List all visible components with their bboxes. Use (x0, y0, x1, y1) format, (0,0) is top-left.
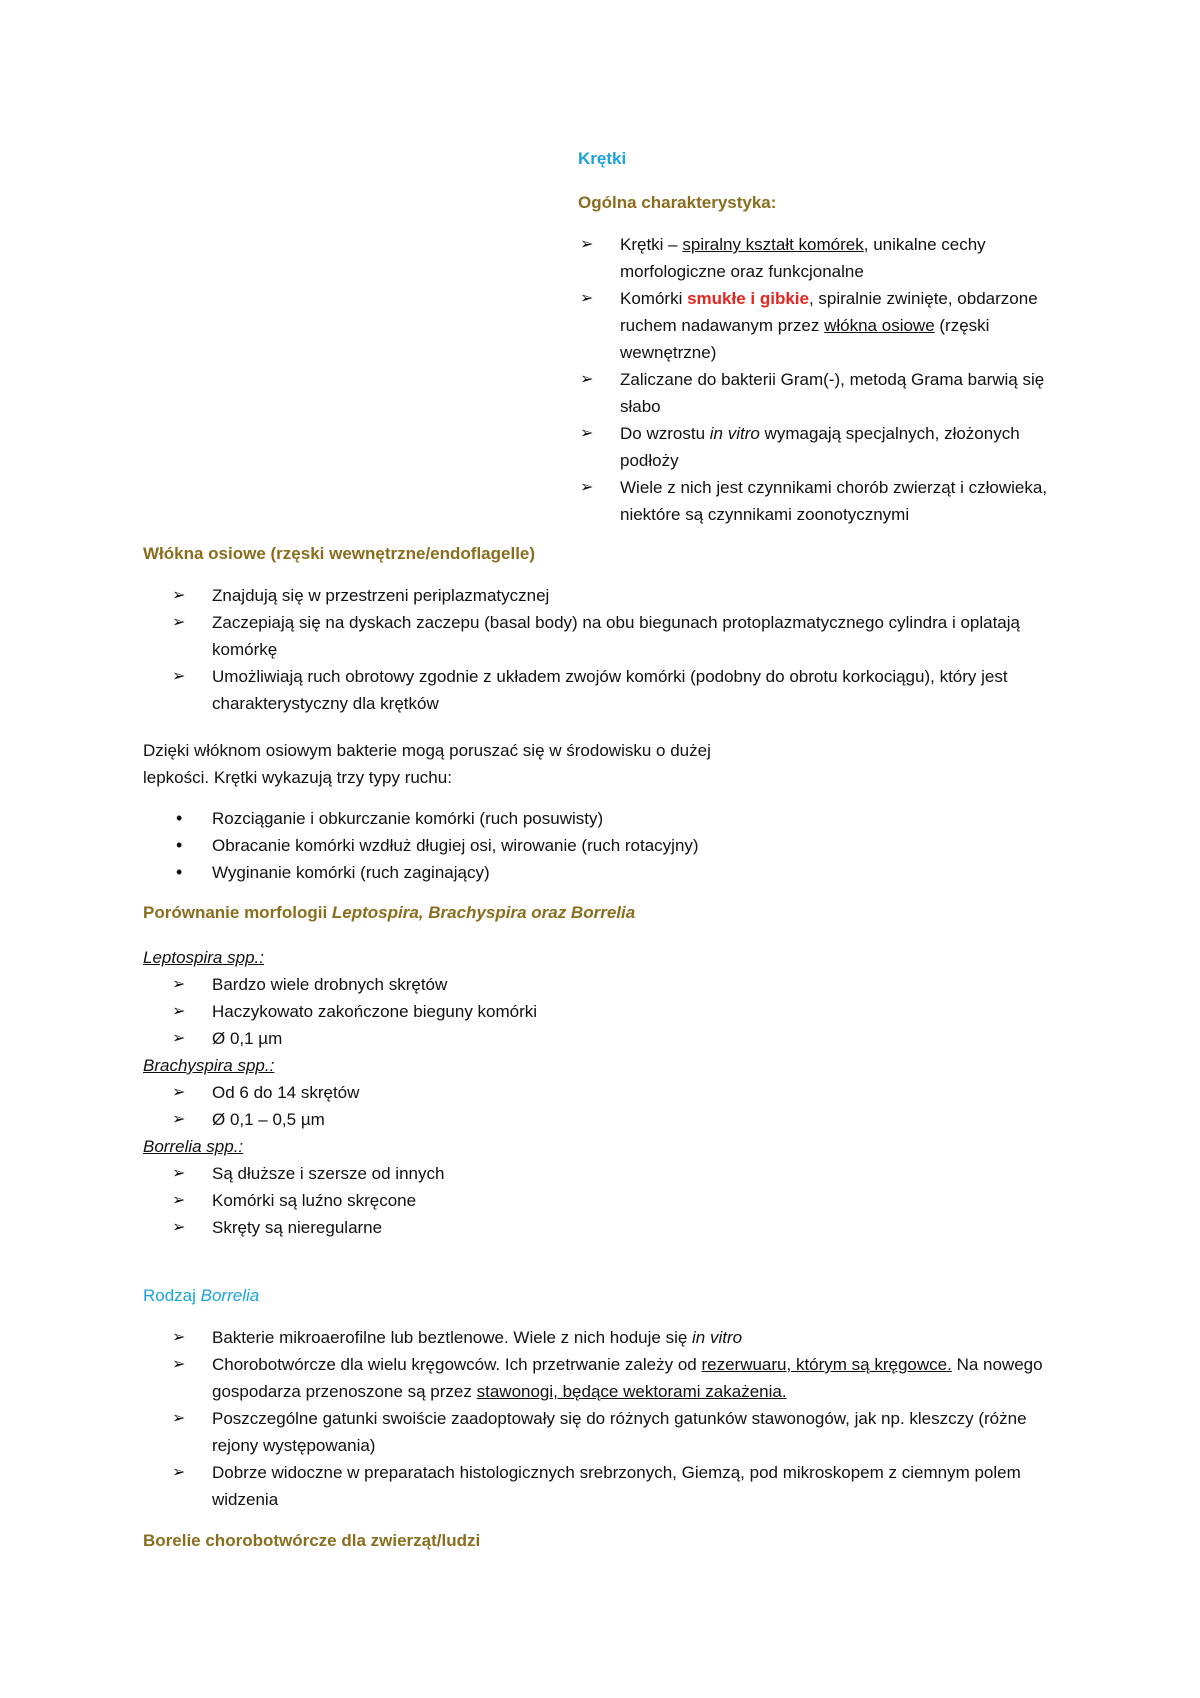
list-item: ➢ Od 6 do 14 skrętów (170, 1079, 870, 1106)
list-item: ➢ Do wzrostu in vitro wymagają specjalnych, złożonych podłoży (578, 420, 1048, 474)
rodzaj-heading: Rodzaj Borrelia (143, 1286, 260, 1305)
list-item: • Obracanie komórki wzdłuż długiej osi, wirowanie (ruch rotacyjny) (170, 832, 1070, 859)
list-item: ➢ Są dłuższe i szersze od innych (170, 1160, 870, 1187)
page-title: Krętki (578, 149, 627, 168)
leptospira-label: Leptospira spp.: (143, 948, 264, 967)
brachyspira-list (170, 1079, 870, 1133)
list-item: ➢ Bardzo wiele drobnych skrętów (170, 971, 870, 998)
motion-list (170, 805, 1070, 886)
leptospira-list (170, 971, 870, 1052)
borrelia-label: Borrelia spp.: (143, 1137, 244, 1156)
motion-paragraph: Dzięki włóknom osiowym bakterie mogą poruszać się w środowisku o dużej lepkości. Krętki wykazują trzy typy ruchu: (143, 741, 711, 787)
borelie-heading: Borelie chorobotwórcze dla zwierząt/ludzi (143, 1531, 481, 1550)
compare-heading: Porównanie morfologii Leptospira, Brachyspira oraz Borrelia (143, 903, 636, 922)
list-item: ➢ Komórki są luźno skręcone (170, 1187, 870, 1214)
list-item: • Rozciąganie i obkurczanie komórki (ruch posuwisty) (170, 805, 1070, 832)
list-item: • Wyginanie komórki (ruch zaginający) (170, 859, 1070, 886)
list-item: ➢ Poszczególne gatunki swoiście zaadoptowały się do różnych gatunków stawonogów, jak np. kleszczy (różne rejony występowania) (170, 1405, 1070, 1459)
axial-heading: Włókna osiowe (rzęski wewnętrzne/endoflagelle) (143, 544, 536, 563)
list-item: ➢ Znajdują się w przestrzeni periplazmatycznej (170, 582, 1070, 609)
list-item: ➢ Skręty są nieregularne (170, 1214, 870, 1241)
highlight-red: smukłe i gibkie (687, 289, 809, 308)
list-item: ➢ Wiele z nich jest czynnikami chorób zwierząt i człowieka, niektóre są czynnikami zoonotycznymi (578, 474, 1048, 528)
list-item: ➢ Ø 0,1 µm (170, 1025, 870, 1052)
rodzaj-list (170, 1324, 1070, 1513)
axial-list (170, 582, 1070, 717)
list-item: ➢ Ø 0,1 – 0,5 µm (170, 1106, 870, 1133)
list-item: ➢ Haczykowato zakończone bieguny komórki (170, 998, 870, 1025)
list-item: ➢ Umożliwiają ruch obrotowy zgodnie z układem zwojów komórki (podobny do obrotu korkociągu), który jest charakterystyczny dla krętków (170, 663, 1070, 717)
borrelia-list (170, 1160, 870, 1241)
list-item: ➢ Bakterie mikroaerofilne lub beztlenowe. Wiele z nich hoduje się in vitro (170, 1324, 1070, 1351)
list-item: ➢ Dobrze widoczne w preparatach histologicznych srebrzonych, Giemzą, pod mikroskopem z ciemnym polem widzenia (170, 1459, 1070, 1513)
general-list (578, 231, 1048, 528)
list-item: ➢ Chorobotwórcze dla wielu kręgowców. Ich przetrwanie zależy od rezerwuaru, którym są kręgowce. Na nowego gospodarza przenoszone są przez stawonogi, będące wektorami zakażenia. (170, 1351, 1070, 1405)
general-heading: Ogólna charakterystyka: (578, 193, 777, 212)
list-item: ➢ Komórki smukłe i gibkie, spiralnie zwinięte, obdarzone ruchem nadawanym przez włókna osiowe (rzęski wewnętrzne) (578, 285, 1048, 366)
list-item: ➢ Zaliczane do bakterii Gram(-), metodą Grama barwią się słabo (578, 366, 1048, 420)
list-item: ➢ Krętki – spiralny kształt komórek, unikalne cechy morfologiczne oraz funkcjonalne (578, 231, 1048, 285)
list-item: ➢ Zaczepiają się na dyskach zaczepu (basal body) na obu biegunach protoplazmatycznego cylindra i oplatają komórkę (170, 609, 1070, 663)
brachyspira-label: Brachyspira spp.: (143, 1056, 275, 1075)
